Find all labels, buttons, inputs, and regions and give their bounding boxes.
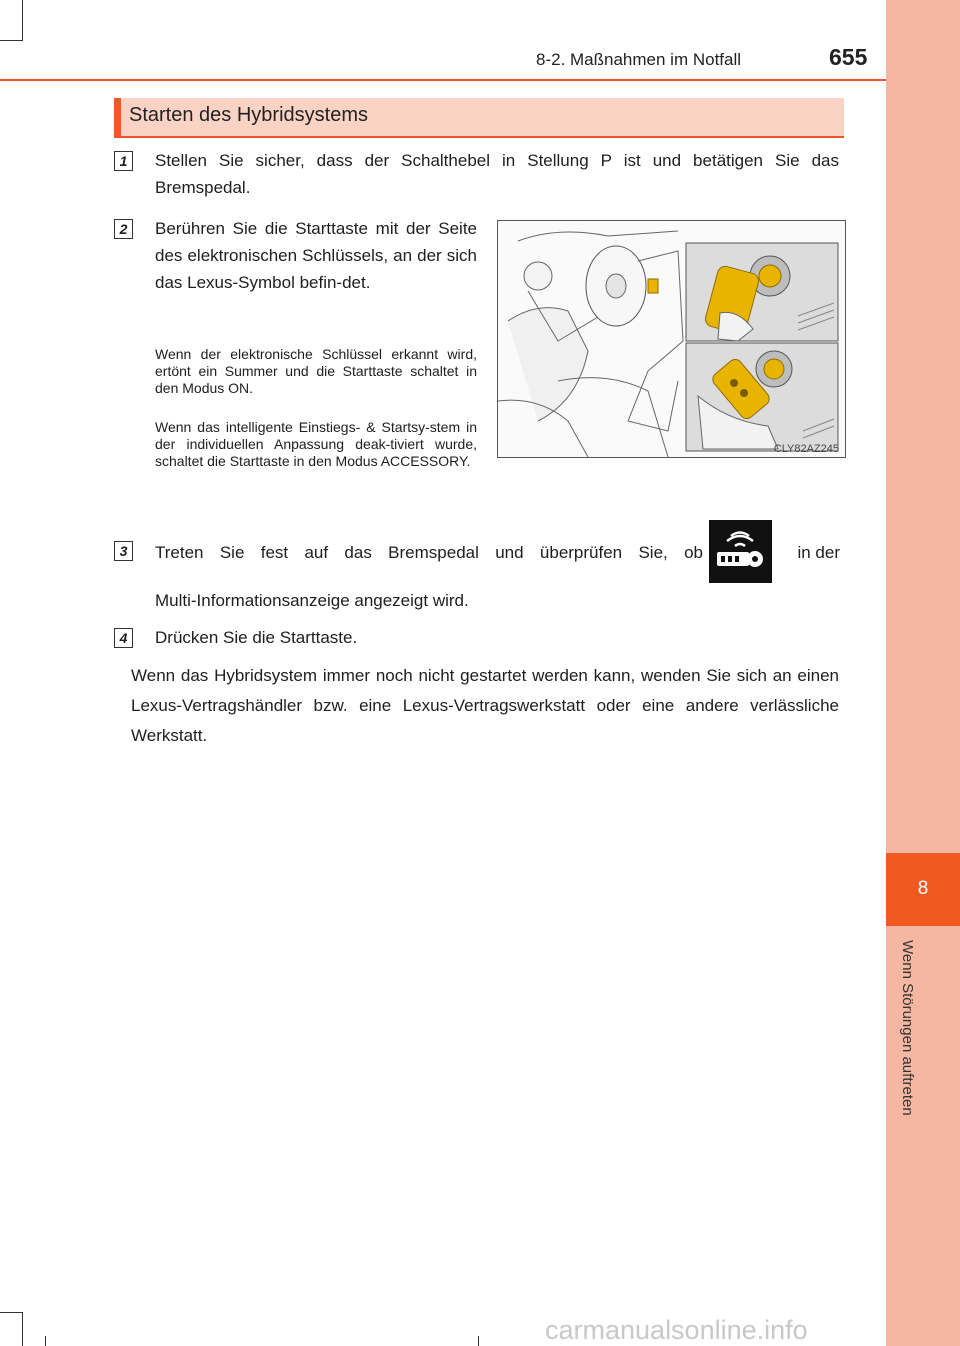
note-text: Wenn das intelligente Einstiegs- & Startsy-stem in der individuellen Anpassung deak-tiviert wurde, schaltet die Starttaste in den Modus ACCESSORY. bbox=[155, 419, 477, 469]
key-wireless-icon bbox=[709, 520, 772, 583]
step-text-before: Treten Sie fest auf das Bremspedal und überprüfen Sie, ob bbox=[155, 543, 703, 562]
step-number: 3 bbox=[114, 541, 133, 561]
step-number: 4 bbox=[114, 628, 133, 648]
illustration bbox=[497, 220, 846, 458]
crop-mark bbox=[22, 1312, 23, 1346]
step-number: 2 bbox=[114, 219, 133, 239]
illustration-code: CLY82AZ245 bbox=[773, 443, 839, 455]
chapter-title: Wenn Störungen auftreten bbox=[899, 940, 916, 1116]
step-text-after: in der bbox=[797, 543, 840, 562]
crop-mark bbox=[45, 1336, 46, 1346]
page-number: 655 bbox=[829, 44, 868, 70]
crop-mark bbox=[0, 1312, 22, 1313]
step-text-line2: Multi-Informationsanzeige angezeigt wird. bbox=[155, 591, 469, 610]
crop-mark bbox=[0, 40, 22, 41]
section-header bbox=[114, 98, 844, 138]
step-text: Stellen Sie sicher, dass der Schalthebel in Stellung P ist und betätigen Sie das Bremspedal. bbox=[155, 151, 839, 197]
crop-mark bbox=[22, 0, 23, 41]
illustration-drawing bbox=[498, 221, 845, 457]
chapter-title-container bbox=[899, 940, 926, 1160]
chapter-number: 8 bbox=[917, 878, 929, 899]
watermark: carmanualsonline.info bbox=[545, 1315, 808, 1345]
step-text: Drücken Sie die Starttaste. bbox=[155, 628, 358, 647]
section-title: Starten des Hybridsystems bbox=[129, 104, 368, 126]
note-text: Wenn der elektronische Schlüssel erkannt wird, ertönt ein Summer und die Starttaste schaltet in den Modus ON. bbox=[155, 346, 477, 396]
step-number: 1 bbox=[114, 151, 133, 171]
crop-mark bbox=[478, 1336, 479, 1346]
closing-paragraph: Wenn das Hybridsystem immer noch nicht gestartet werden kann, wenden Sie sich an einen Lexus-Vertragshändler bzw. eine Lexus-Vertragswerkstatt oder eine andere verlässliche Werkstatt. bbox=[131, 666, 839, 745]
header-rule bbox=[0, 79, 886, 81]
section-header-bar bbox=[114, 98, 121, 136]
header-section-path: 8-2. Maßnahmen im Notfall bbox=[536, 50, 742, 69]
key-wireless-icon-glyph bbox=[709, 520, 772, 583]
step-text: Berühren Sie die Starttaste mit der Seite des elektronischen Schlüssels, an der sich das Lexus-Symbol befin-det. bbox=[155, 219, 477, 292]
